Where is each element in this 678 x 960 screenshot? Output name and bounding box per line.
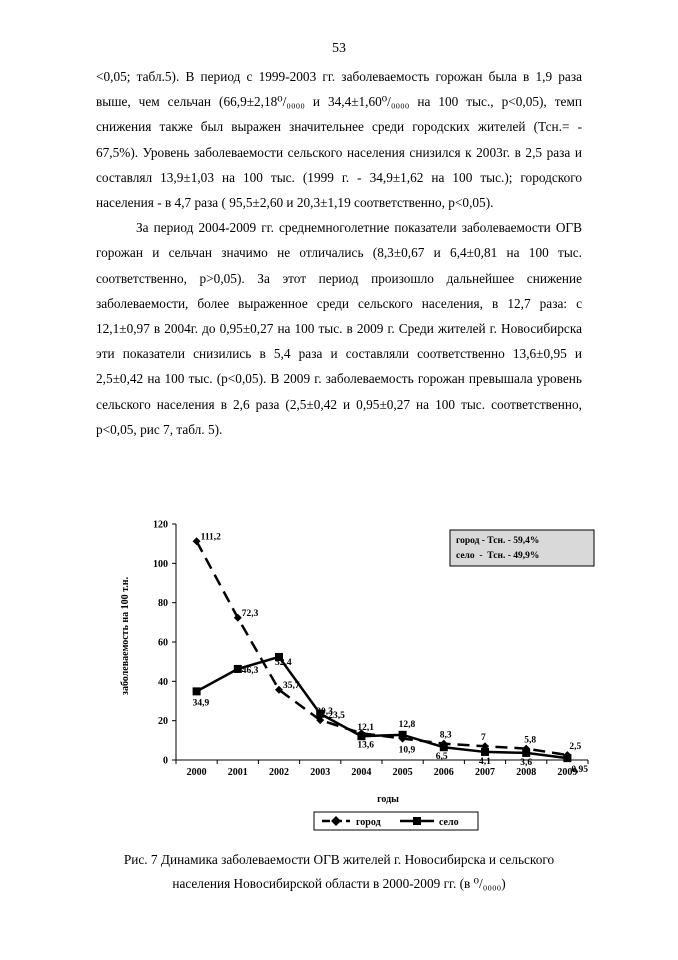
legend-village: село xyxy=(439,817,459,828)
data-label-village: 0,95 xyxy=(571,765,589,776)
data-label-city: 72,3 xyxy=(241,608,259,619)
data-label-village: 23,5 xyxy=(328,710,345,721)
y-tick-label: 20 xyxy=(158,716,168,728)
data-label-village: 6,5 xyxy=(435,752,448,763)
y-tick-label: 80 xyxy=(158,598,168,610)
data-label-village: 46,3 xyxy=(241,665,259,676)
data-label-city: 2,5 xyxy=(569,742,582,753)
data-label-village: 52,4 xyxy=(275,657,292,668)
data-label-city: 7 xyxy=(481,733,486,744)
point-village xyxy=(481,748,489,756)
x-tick-label: 2004 xyxy=(351,767,372,778)
x-tick-label: 2006 xyxy=(433,767,454,778)
data-label-village: 12,1 xyxy=(357,723,375,734)
series-line-city xyxy=(197,541,568,755)
data-label-village: 12,8 xyxy=(398,719,416,730)
annotation-city: город - Тсн. - 59,4% xyxy=(456,536,540,546)
x-tick-label: 2008 xyxy=(516,767,537,778)
chart-legend xyxy=(314,812,478,830)
y-tick-label: 40 xyxy=(158,676,168,688)
page-number: 53 xyxy=(332,41,346,56)
figure-caption: Рис. 7 Динамика заболеваемости ОГВ жителей г. Новосибирска и сельского населения Новосибирской области в 2000-2009 гг. (в ⁰/₀₀₀₀) xyxy=(123,852,555,891)
data-label-city: 13,6 xyxy=(357,740,375,751)
point-village xyxy=(234,665,242,673)
data-label-city: 35,7 xyxy=(283,680,300,691)
y-axis-label: заболеваемость на 100 т.н. xyxy=(120,576,131,696)
x-tick-label: 2007 xyxy=(475,767,495,778)
y-tick-label: 0 xyxy=(163,755,168,767)
legend-square-icon xyxy=(413,817,421,825)
data-label-city: 10,9 xyxy=(398,745,416,756)
data-label-city: 111,2 xyxy=(200,532,221,543)
y-tick-label: 60 xyxy=(158,637,168,649)
point-village xyxy=(193,687,201,695)
x-axis-label: годы xyxy=(377,794,399,805)
data-label-city: 8,3 xyxy=(439,730,452,741)
point-village xyxy=(399,731,407,739)
data-label-city: 20,3 xyxy=(316,707,333,718)
body-text xyxy=(96,64,582,442)
chart-series xyxy=(193,537,572,762)
point-village xyxy=(357,732,365,740)
x-tick-label: 2001 xyxy=(227,767,248,778)
point-village xyxy=(563,754,571,762)
paragraph-2: За период 2004-2009 гг. среднемноголетние показатели заболеваемости ОГВ горожан и сельчан значимо не отличались (8,3±0,67 и 6,4±0,81 на 100 тыс. соответственно, p>0,05). За этот период произошло дальнейшее снижение заболеваемости, более выраженное среди сельского населения, в 12,7 раза: с 12,1±0,97 в 2004г. до 0,95±0,27 на 100 тыс. в 2009 г. Среди жителей г. Новосибирска эти показатели снизились в 5,4 раза и составляли соответственно 13,6±0,95 и 2,5±0,42 на 100 тыс. (p<0,05). В 2009 г. заболеваемость горожан превышала уровень сельского населения в 2,6 раза (2,5±0,42 и 0,95±0,27 на 100 тыс. соответственно, p<0,05, рис 7, табл. 5). xyxy=(96,220,582,437)
data-label-city: 5,8 xyxy=(524,735,537,746)
x-tick-label: 2005 xyxy=(392,767,413,778)
data-label-village: 3,6 xyxy=(520,757,533,768)
y-tick-label: 100 xyxy=(153,558,168,570)
tsn-annotation-box xyxy=(450,530,594,566)
annotation-village: село - Тсн. - 49,9% xyxy=(456,551,540,561)
data-label-village: 4,1 xyxy=(479,756,491,767)
point-village xyxy=(440,743,448,751)
x-tick-label: 2002 xyxy=(269,767,289,778)
incidence-chart xyxy=(118,512,598,842)
legend-city: город xyxy=(356,817,381,828)
x-tick-label: 2003 xyxy=(310,767,331,778)
y-tick-label: 120 xyxy=(153,519,168,531)
x-tick-label: 2009 xyxy=(557,767,578,778)
paragraph-1: <0,05; табл.5). В период с 1999-2003 гг. заболеваемость горожан была в 1,9 раза выше, чем сельчан (66,9±2,18⁰/₀₀₀₀ и 34,4±1,60⁰/₀₀₀₀ на 100 тыс., p<0,05), темп снижения также был выражен значительнее среди городских жителей (Тсн.= - 67,5%). Уровень заболеваемости сельского населения снизился к 2003г. в 2,5 раза и составлял 13,9±1,03 на 100 тыс. (1999 г. - 34,9±1,62 на 100 тыс.); городского населения - в 4,7 раза ( 95,5±2,60 и 20,3±1,19 соответственно, p<0,05). xyxy=(96,69,582,211)
point-village xyxy=(522,749,530,757)
chart-data-labels xyxy=(193,532,589,775)
data-label-village: 34,9 xyxy=(192,698,210,709)
x-tick-label: 2000 xyxy=(186,767,207,778)
